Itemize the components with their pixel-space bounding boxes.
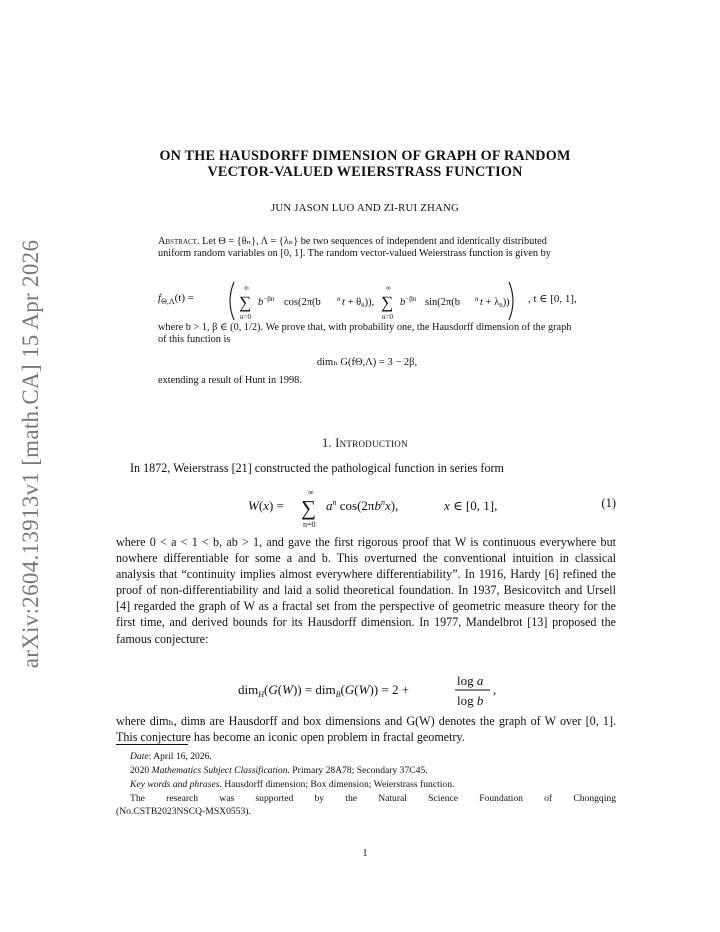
footnote-keywords — [116, 779, 630, 791]
abstract-text-3: extending a result of Hunt in 1998. — [158, 375, 302, 386]
sum2-upper: ∞ — [386, 284, 391, 292]
paper-title — [110, 148, 620, 180]
sum1-rest: t + θn)), — [342, 297, 375, 309]
footnote-date — [116, 751, 630, 763]
footnote-support-line-1: The research was supported by the Natural Science Foundation of Chongqing — [130, 793, 616, 804]
abstract-formula — [158, 280, 576, 322]
formula-function-argument: (t) = — [174, 292, 194, 304]
eq1-sum-symbol: ∑ — [301, 496, 316, 520]
equation-1-body — [248, 484, 548, 528]
footnote-date-value: : April 16, 2026. — [148, 751, 212, 762]
footnote-separator — [116, 744, 188, 745]
footnote-msc-prefix: 2020 — [130, 765, 152, 776]
arxiv-identifier-text: arXiv:2604.13913v1 [math.CA] 15 Apr 2026 — [18, 239, 43, 669]
left-paren — [230, 282, 234, 320]
intro-paragraph-1: In 1872, Weierstrass [21] constructed the pathological function in series form — [130, 461, 504, 475]
sum2-term: $b^{-\beta n}$ — [400, 295, 417, 308]
sum1-term: $b^{-\beta n}$ — [258, 295, 275, 308]
sum2-lower: n=0 — [382, 313, 393, 321]
mandelbrot-conjecture-equation — [116, 672, 616, 710]
abstract-formula-tail: , t ∈ [0, 1], — [528, 293, 577, 305]
abstract-formula-body — [226, 280, 516, 322]
footnote-support-line-2: (No.CSTB2023NSCQ-MSX0553). — [116, 806, 251, 817]
sum2-rest: t + λn)) — [480, 297, 510, 309]
sum1-lower: n=0 — [240, 313, 251, 321]
arxiv-identifier-stamp — [14, 239, 48, 669]
sum1-symbol: ∑ — [239, 293, 252, 312]
footnote-msc — [116, 765, 630, 777]
formula-sin: sin(2π(b — [425, 297, 461, 308]
eq1-term: $a^n$ $\cos(2\pi b^nx)$, — [326, 498, 399, 513]
abstract-text-1: Let Θ = {θₙ}, Λ = {λₙ} be two sequences of independent and identically distributed uniform random variables on [0, 1]. The random vector-valued Weierstrass function is given by — [158, 236, 551, 260]
footnote-date-label: Date — [130, 751, 149, 762]
paper-authors: JUN JASON LUO AND ZI-RUI ZHANG — [270, 202, 460, 214]
abstract-label: Abstract. — [158, 236, 200, 247]
footnote-msc-label: Mathematics Subject Classification. — [151, 765, 290, 776]
abstract-text-2: where b > 1, β ∈ (0, 1/2). We prove that, with probability one, the Hausdorff dimension of the graph of this function is — [158, 322, 572, 346]
footnote-msc-value: Primary 28A78; Secondary 37C45. — [289, 765, 428, 776]
footnote-keywords-value: Hausdorff dimension; Box dimension; Weierstrass function. — [221, 779, 455, 790]
section-title: Introduction — [335, 436, 408, 450]
equation-1-number: (1) — [601, 496, 616, 510]
mandelbrot-conjecture-body — [116, 672, 616, 710]
eq1-sum-lower: n=0 — [303, 520, 316, 528]
abstract-dimension-formula: dimₕ G(fΘ,Λ) = 3 − 2β, — [316, 357, 418, 368]
sum2-symbol: ∑ — [381, 293, 394, 312]
abstract-formula-lhs — [158, 292, 194, 306]
section-heading — [110, 436, 620, 451]
formula-function-symbol: f — [158, 292, 162, 304]
section-number: 1. — [322, 436, 332, 450]
eq2-numerator: log a — [457, 673, 484, 688]
eq1-sum-upper: ∞ — [308, 488, 314, 497]
formula-function-subscript: Θ,Λ — [161, 297, 175, 307]
page-number: 1 — [362, 848, 368, 859]
eq2-denominator: log b — [457, 693, 484, 708]
eq2-lhs: dim$_H$(G(W)) = dim$_B$(G(W)) = 2 + — [238, 682, 410, 699]
sum1-exp: n — [337, 295, 341, 303]
footnote-keywords-label: Key words and phrases. — [130, 779, 222, 790]
paper-title-line-1: ON THE HAUSDORFF DIMENSION OF GRAPH OF RANDOM — [159, 148, 571, 164]
eq1-domain: x ∈ [0, 1], — [444, 498, 498, 513]
intro-paragraph-3: where dimₕ, dimʙ are Hausdorff and box dimensions and G(W) denotes the graph of W over [0, 1]. This conjecture has become an iconic open problem in fractal geometry. — [116, 714, 616, 745]
abstract-paragraph-1 — [158, 236, 576, 261]
eq2-comma: , — [493, 682, 497, 697]
eq1-lhs: W(x) = — [248, 498, 284, 513]
formula-cos: cos(2π(b — [284, 297, 321, 308]
paper-title-line-2: VECTOR-VALUED WEIERSTRASS FUNCTION — [207, 164, 523, 180]
equation-1 — [116, 484, 616, 528]
intro-paragraph-2: where 0 < a < 1 < b, ab > 1, and gave the first rigorous proof that W is continuous everywhere but nowhere differentiable for some a and b. This overturned the conventional intuition in classical analysis that “continuity implies almost everywhere differentiability”. In 1916, Hardy [6] refined the proof of non-differentiability and laid a solid theoretical foundation. In 1937, Besicovitch and Ursell [4] regarded the graph of W as a fractal set from the perspective of geometric measure theory for the first time, and derived bounds for its Hausdorff dimension. In 1977, Mandelbrot [13] proposed the famous conjecture: — [116, 535, 616, 646]
sum2-exp: n — [475, 295, 479, 303]
sum1-upper: ∞ — [244, 284, 249, 292]
